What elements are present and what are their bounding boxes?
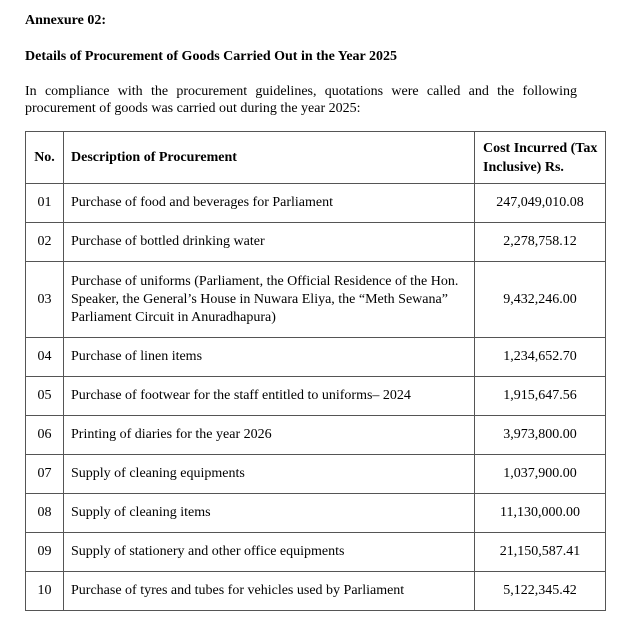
row-description: Purchase of food and beverages for Parliament [64,184,475,223]
row-number: 08 [26,494,64,533]
row-number: 02 [26,223,64,262]
row-number: 04 [26,338,64,377]
row-description: Purchase of tyres and tubes for vehicles used by Parliament [64,572,475,611]
row-number: 03 [26,262,64,338]
row-description-text: Purchase of uniforms (Parliament, the Official Residence of the Hon. Speaker, the General’s House in Nuwara Eliya, the “Meth Sewana” Parliament Circuit in Anuradhapura) [71,273,459,325]
row-cost: 247,049,010.08 [475,184,606,223]
intro-paragraph: In compliance with the procurement guidelines, quotations were called and the following procurement of goods was carried out during the year 2025: [25,84,577,116]
row-cost: 1,234,652.70 [475,338,606,377]
row-description: Purchase of footwear for the staff entitled to uniforms– 2024 [64,377,475,416]
row-number: 06 [26,416,64,455]
table-row [26,338,606,377]
row-description: Supply of cleaning equipments [64,455,475,494]
row-description: Printing of diaries for the year 2026 [64,416,475,455]
row-cost: 11,130,000.00 [475,494,606,533]
row-description [64,262,475,338]
table-row [26,455,606,494]
row-cost: 9,432,246.00 [475,262,606,338]
procurement-table [25,131,606,611]
table-row [26,223,606,262]
row-cost: 1,037,900.00 [475,455,606,494]
table-row [26,494,606,533]
page-title: Details of Procurement of Goods Carried Out in the Year 2025 [25,49,397,64]
row-description: Purchase of bottled drinking water [64,223,475,262]
header-description: Description of Procurement [64,132,475,184]
row-description: Purchase of linen items [64,338,475,377]
row-cost: 21,150,587.41 [475,533,606,572]
row-number: 07 [26,455,64,494]
table-row [26,572,606,611]
table-row [26,184,606,223]
table-header-row [26,132,606,184]
row-description: Supply of cleaning items [64,494,475,533]
annexure-label: Annexure 02: [25,13,107,28]
row-number: 05 [26,377,64,416]
row-cost: 3,973,800.00 [475,416,606,455]
row-cost: 5,122,345.42 [475,572,606,611]
row-number: 01 [26,184,64,223]
header-no: No. [26,132,64,184]
row-number: 09 [26,533,64,572]
row-number: 10 [26,572,64,611]
table-row [26,416,606,455]
table-row [26,377,606,416]
table-row [26,533,606,572]
row-cost: 2,278,758.12 [475,223,606,262]
row-cost: 1,915,647.56 [475,377,606,416]
header-cost: Cost Incurred (Tax Inclusive) Rs. [475,132,606,184]
table-row [26,262,606,338]
row-description: Supply of stationery and other office equipments [64,533,475,572]
